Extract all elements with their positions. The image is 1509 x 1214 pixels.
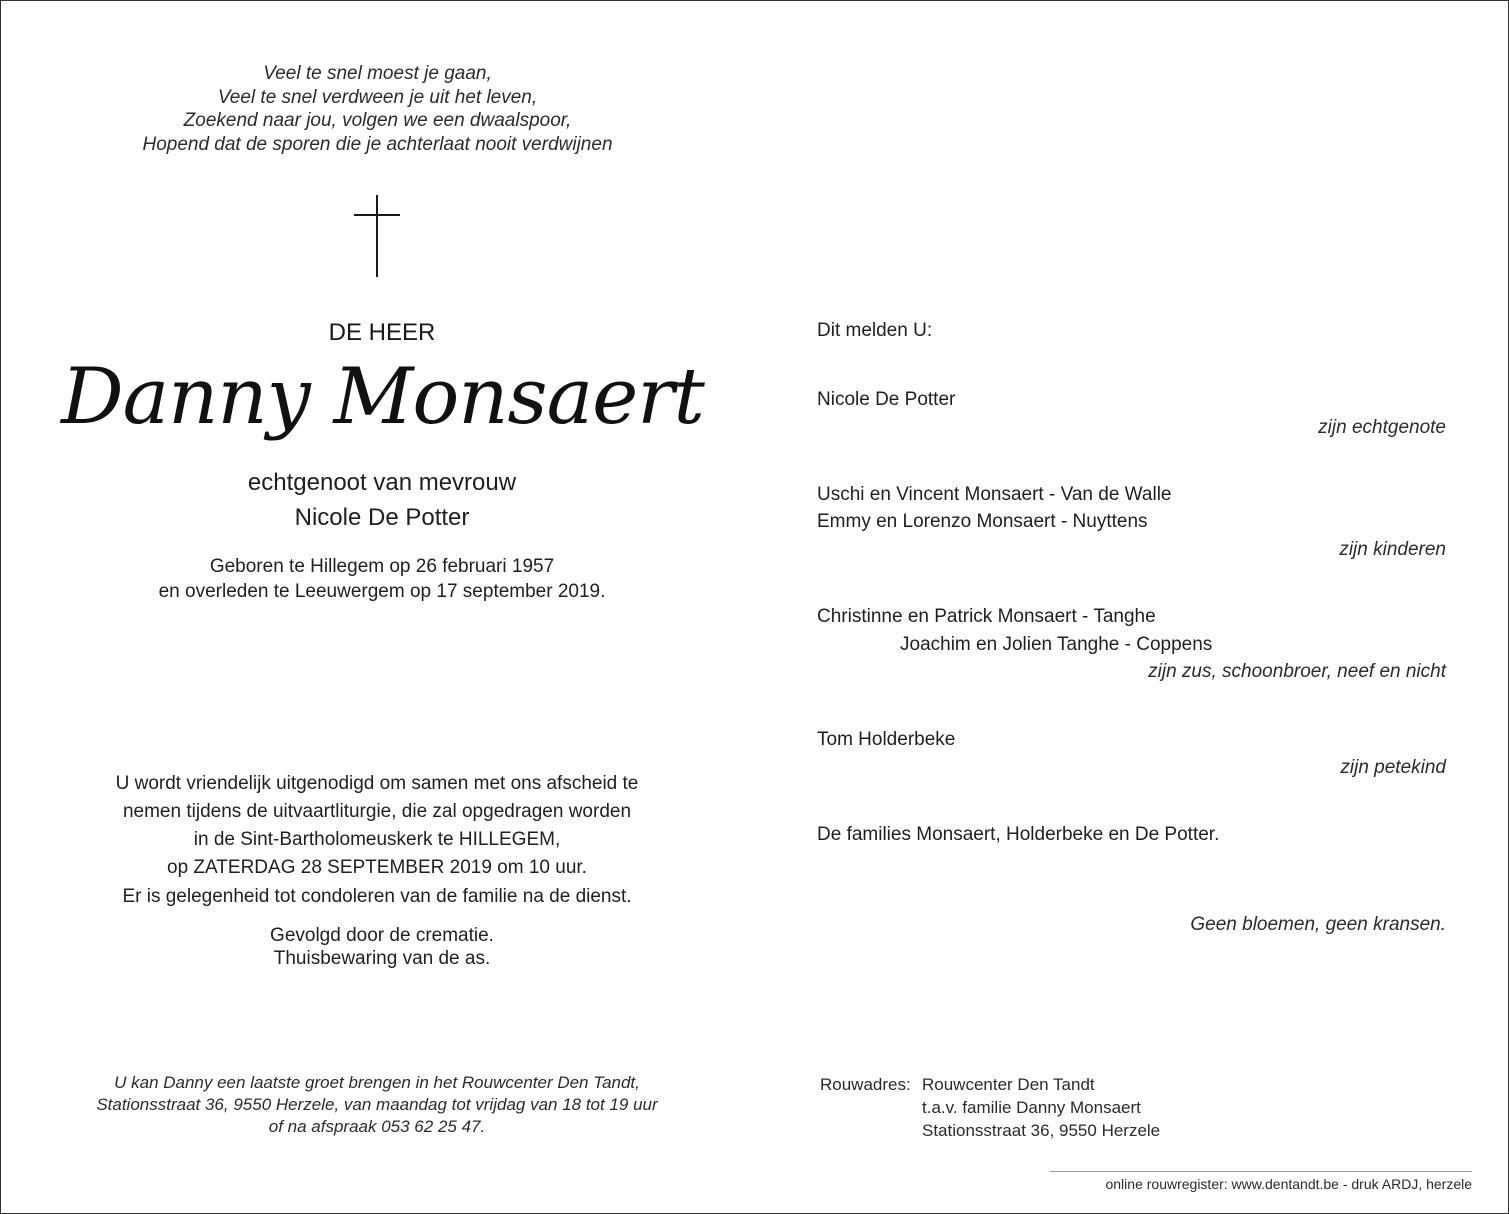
no-flowers-note: Geen bloemen, geen kransen. <box>1190 914 1446 935</box>
poem <box>70 62 685 156</box>
announcer-name: Emmy en Lorenzo Monsaert - Nuyttens <box>817 511 1148 532</box>
spouse-line-2: Nicole De Potter <box>294 504 470 531</box>
visit-info <box>52 1072 702 1138</box>
relation-label: zijn zus, schoonbroer, neef en nicht <box>1148 661 1446 682</box>
poem-line: Veel te snel verdween je uit het leven, <box>217 86 538 108</box>
deceased-title: DE HEER <box>328 319 436 346</box>
ceremony-line: nemen tijdens de uitvaartliturgie, die zal opgedragen worden <box>122 801 632 822</box>
spouse-line-1: echtgenoot van mevrouw <box>247 469 517 496</box>
footer-divider <box>1050 1171 1472 1172</box>
families-line: De families Monsaert, Holderbeke en De Potter. <box>817 824 1220 845</box>
relation-label: zijn petekind <box>1340 757 1446 778</box>
cremation-line-2: Thuisbewaring van de as. <box>273 948 491 969</box>
announcer-name: Uschi en Vincent Monsaert - Van de Walle <box>817 484 1172 505</box>
visit-line: of na afspraak 053 62 25 47. <box>268 1117 486 1136</box>
announcer-name: Christinne en Patrick Monsaert - Tanghe <box>817 606 1156 627</box>
cremation-note <box>132 924 632 970</box>
address-label: Rouwadres: <box>820 1075 911 1094</box>
address-line-2: t.a.v. familie Danny Monsaert <box>922 1098 1141 1117</box>
ceremony-line: in de Sint-Bartholomeuskerk te HILLEGEM, <box>193 829 561 850</box>
poem-line: Zoekend naar jou, volgen we een dwaalspoor, <box>183 110 572 131</box>
announcer-name: Nicole De Potter <box>817 389 956 410</box>
ceremony-invitation <box>62 770 692 882</box>
cremation-line-1: Gevolgd door de crematie. <box>270 925 494 946</box>
cross-horizontal-bar <box>354 214 400 216</box>
relation-label: zijn echtgenote <box>1318 417 1446 438</box>
life-dates <box>82 554 682 604</box>
birth-line: Geboren te Hillegem op 26 februari 1957 <box>209 556 555 577</box>
poem-line: Hopend dat de sporen die je achterlaat nooit verdwijnen <box>142 133 613 155</box>
visit-line: Stationsstraat 36, 9550 Herzele, van maandag tot vrijdag van 18 tot 19 uur <box>96 1095 658 1114</box>
death-line: en overleden te Leeuwergem op 17 september 2019. <box>158 581 606 602</box>
poem-line: Veel te snel moest je gaan, <box>263 63 492 84</box>
address-line-3: Stationsstraat 36, 9550 Herzele <box>922 1121 1161 1140</box>
relation-label: zijn kinderen <box>1339 539 1446 560</box>
announcers-intro: Dit melden U: <box>817 320 933 341</box>
visit-line: U kan Danny een laatste groet brengen in het Rouwcenter Den Tandt, <box>114 1073 640 1092</box>
cross-vertical-bar <box>376 195 378 277</box>
ceremony-line: op ZATERDAG 28 SEPTEMBER 2019 om 10 uur. <box>167 857 587 878</box>
address-line-1: Rouwcenter Den Tandt <box>922 1075 1095 1094</box>
ceremony-line: U wordt vriendelijk uitgenodigd om samen met ons afscheid te <box>115 773 639 794</box>
condolence-note: Er is gelegenheid tot condoleren van de familie na de dienst. <box>122 886 632 907</box>
footer-credits: online rouwregister: www.dentandt.be - druk ARDJ, herzele <box>1105 1176 1472 1192</box>
announcer-name: Joachim en Jolien Tanghe - Coppens <box>900 634 1213 655</box>
announcer-name: Tom Holderbeke <box>817 729 956 750</box>
deceased-name: Danny Monsaert <box>61 352 704 442</box>
